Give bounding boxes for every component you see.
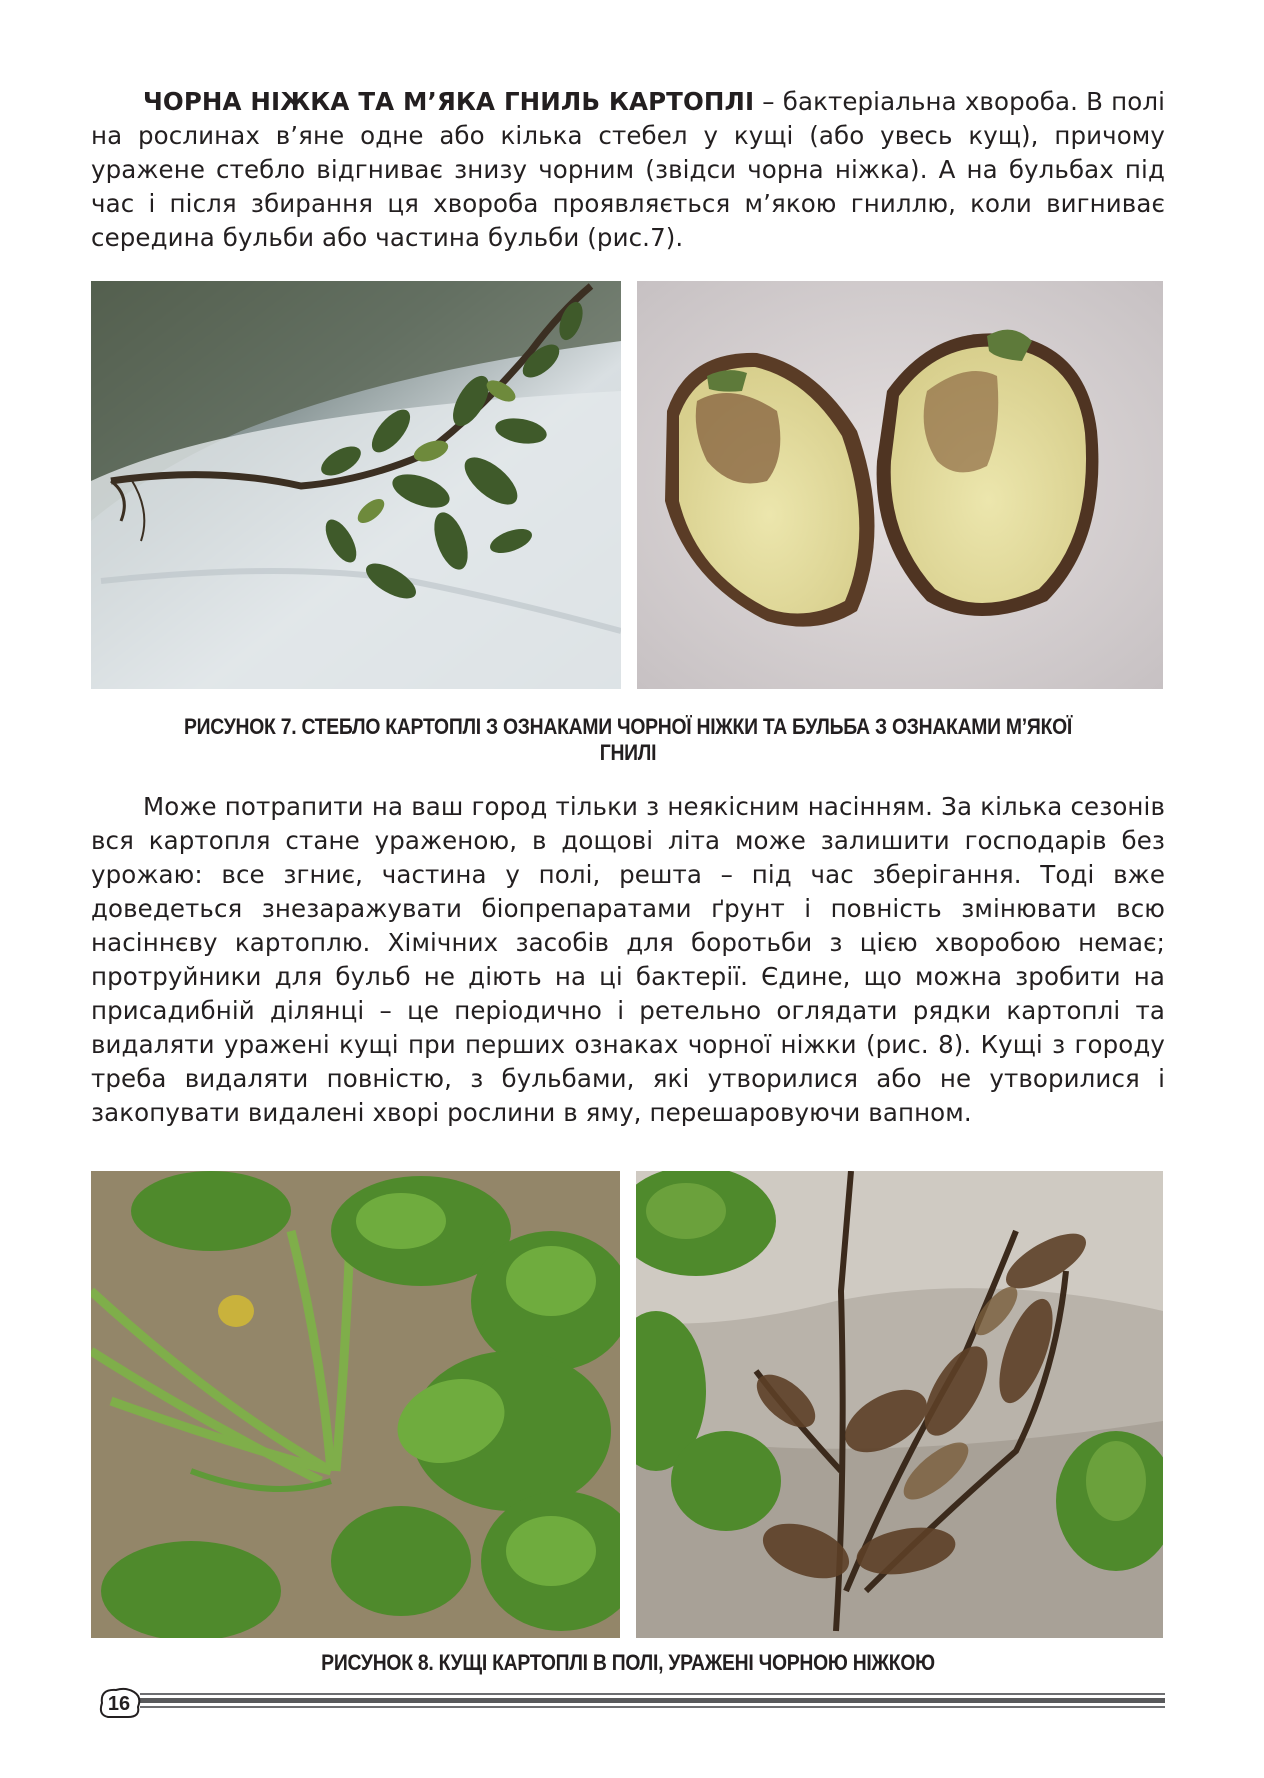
photo-withered-bush [636, 1171, 1163, 1638]
body-text: Може потрапити на ваш город тільки з неякісним насінням. За кілька сезонів вся картопля стане ураженою, в дощові літа може залишити господарів без урожаю: все згниє, частина у полі, решта – під час зберігання. Тоді вже доведеться знезаражувати біопрепаратами ґрунт і повність змінювати всю насіннєву картоплю. Хімічних засобів для боротьби з цією хворобою немає; протруйники для бульб не діють на ці бактерії. Єдине, що можна зробити на присадибній ділянці – це періодично і ретельно оглядати рядки картоплі та видаляти уражені кущі при перших ознаках чорної ніжки (рис. 8). Кущі з городу треба видаляти повністю, з бульбами, які утворилися або не утворилися і закопувати видалені хворі рослини в яму, перешаровуючи вапном. [91, 792, 1165, 1127]
footer-divider [140, 1693, 1165, 1709]
figure-8-caption: РИСУНОК 8. КУЩІ КАРТОПЛІ В ПОЛІ, УРАЖЕНІ ЧОРНОЮ НІЖКОЮ [321, 1650, 935, 1675]
photo-potato-bush [91, 1171, 620, 1638]
body-paragraph [91, 790, 1165, 1130]
intro-paragraph [91, 85, 1165, 255]
section-heading: ЧОРНА НІЖКА ТА М’ЯКА ГНИЛЬ КАРТОПЛІ [143, 87, 755, 116]
photo-rotted-tuber [637, 281, 1163, 689]
page-number [96, 1685, 142, 1721]
intro-text: – бактеріальна хвороба. В полі на рослинах в’яне одне або кілька стебел у кущі (або увесь кущ), причому уражене стебло відгниває знизу чорним (звідси чорна ніжка). А на бульбах під час і після збирання ця хвороба проявляється м’якою гниллю, коли вигниває середина бульби або частина бульби (рис.7). [91, 87, 1166, 252]
figure-7-caption: РИСУНОК 7. СТЕБЛО КАРТОПЛІ З ОЗНАКАМИ ЧОРНОЇ НІЖКИ ТА БУЛЬБА З ОЗНАКАМИ М’ЯКОЇ ГНИЛІ [183, 714, 1073, 765]
photo-blackleg-stem [91, 281, 621, 689]
page-number-text: 16 [107, 1693, 131, 1715]
